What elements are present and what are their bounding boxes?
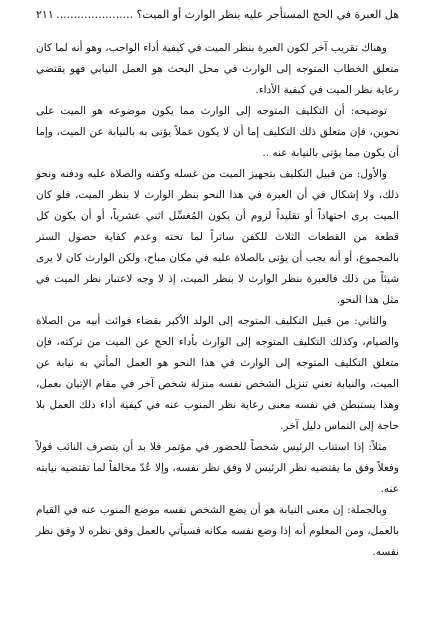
paragraph-second-kind: والثاني: من قبيل التكليف المتوجه إلى الولد الأكبر بقضاء فوائت أبيه من الصلاة والصيام، وكذلك التكليف المتوجه إلى الوارث بأداء الحج عن الميت من تركته، فإن متعلق التكليف المتوجه إلى الوارث في هذا النحو هو العمل المأتي به نيابة عن الميت، والنيابة تعني تنزيل الشخص نفسه منزلة شخص آخر في مقام الإتيان بعمل، وهذا يستبطن في نفسه معنى رعاية نظر المنوب عنه في كيفية أداء ذلك العمل بلا حاجة إلى التماس دليل آخر. <box>36 315 399 432</box>
paragraph-tawdih: توضيحه: أن التكليف المتوجه إلى الوارث مما يكون موضوعه هو الميت على نحوين، فإن متعلق ذلك التكليف إما أن لا يكون عملاً يؤتى به بالنيابة عن الميت، وإما أن يكون مما يؤتى بالنيابة عنه .. <box>36 105 399 159</box>
paragraph-example: مثلاً: إذا استناب الرئيس شخصاً للحضور في مؤتمر فلا بد أن يتصرف النائب قولاً وفعلاً وفق ما يقتضيه نظر الرئيس لا وفق نظر نفسه، وإلا عُدّ مخالفاً لما تقتضيه نيابته عنه. <box>36 441 399 495</box>
paragraph-first-kind: والأول: من قبيل التكليف بتجهيز الميت من غسله وكفنه والصلاة عليه ودفنه ونحو ذلك، ولا إشكال في أن العبرة في هذا النحو بنظر الوارث لا بنظر الميت، فلو كان الميت يرى اجتهاداً أو تقليداً لزوم أن يكون المُغسِّل اثني عشرياً، أو أن يكون كل قطعة من القطعات الثلاث للكفن ساتراً لما تحته وعدم كفاية حصول الستر بالمجموع، أو أنه يجب أن يؤتى بالصلاة عليه في مكان مباح، ولكن الوارث كان لا يرى شيئاً من ذلك فالعبرة بنظر الوارث لا بنظر الميت، إذ لا وجه لاعتبار نظر الميت في مثل هذا النحو. <box>36 168 399 306</box>
running-header <box>36 8 399 32</box>
paragraph-taqrib: وهناك تقريب آخر لكون العبرة بنظر الميت في كيفية أداء الواجب، وهو أنه لما كان متعلق الخطاب المتوجه إلى الوارث في محل البحث هو العمل النيابي فهو يقتضي رعاية نظر الميت في كيفية الأداء. <box>36 42 399 96</box>
body-text <box>36 38 399 563</box>
running-title: هل العبرة في الحج المستأجر عليه بنظر الوارث أو الميت؟ ...................... <box>56 8 399 21</box>
paragraph-summary: وبالجملة: إن معنى النيابة هو أن يضع الشخص نفسه موضع المنوب عنه في القيام بالعمل، ومن المعلوم أنه إذا وضع نفسه مكانه فسيأتي بالعمل وفق نظره لا وفق نظر نفسه. <box>36 504 399 558</box>
page-number: ٢١١ <box>36 8 54 21</box>
